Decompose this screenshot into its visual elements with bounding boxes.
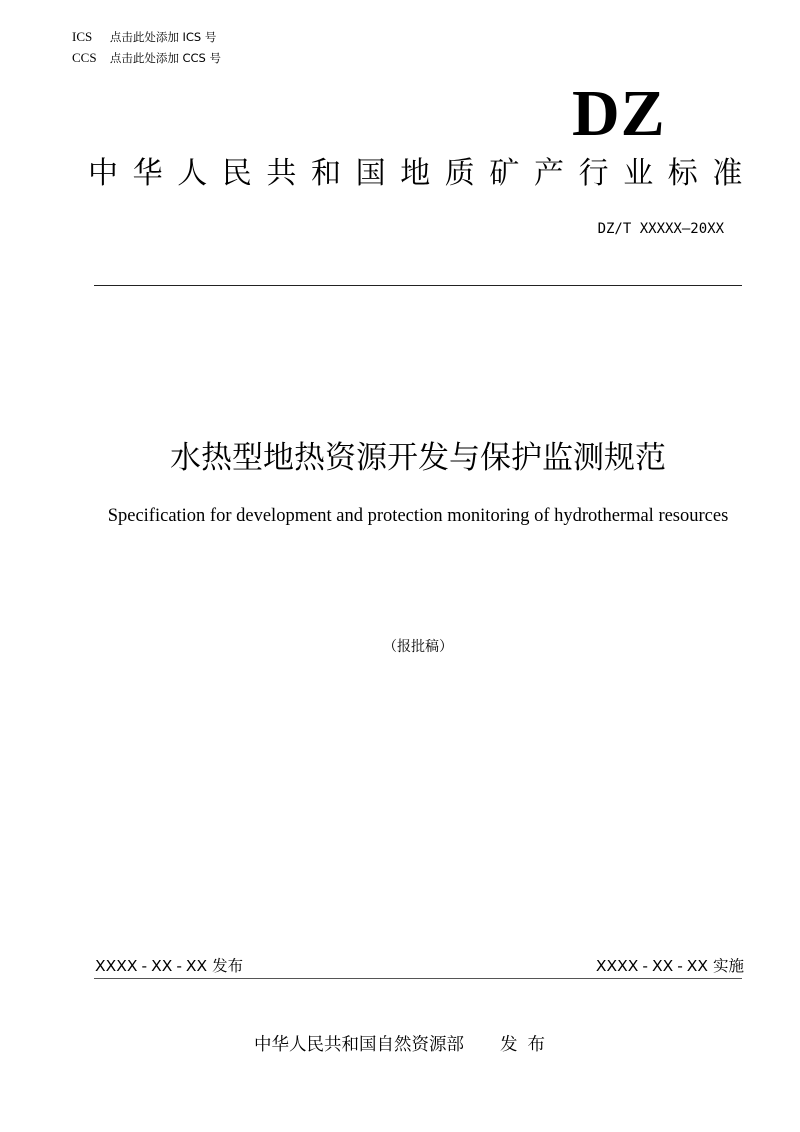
date-separator: -: [141, 957, 148, 975]
issuer-line: [254, 1033, 555, 1057]
ics-field[interactable]: [72, 30, 216, 44]
date-separator: -: [642, 957, 648, 975]
date-separator: -: [677, 957, 683, 975]
standard-number: DZ/T XXXXX—20XX: [597, 221, 724, 237]
draft-status-label: （报批稿）: [383, 639, 453, 655]
publish-label: 发布: [212, 957, 244, 975]
document-title-chinese: 水热型地热资源开发与保护监测规范: [170, 440, 666, 476]
ccs-label: CCS: [72, 50, 97, 65]
implement-label: 实施: [712, 957, 744, 975]
bottom-divider: [94, 978, 742, 979]
publish-month: XX: [151, 957, 173, 975]
publish-year: XXXX: [95, 957, 138, 975]
issuer-action: 发布: [500, 1035, 555, 1055]
publish-date: [95, 955, 243, 977]
dz-logo: DZ: [572, 77, 666, 150]
ics-placeholder[interactable]: 点击此处添加 ICS 号: [109, 30, 217, 44]
issuer-name: 中华人民共和国自然资源部: [254, 1035, 464, 1055]
ics-label: ICS: [72, 29, 93, 44]
standard-category-title: 中华人民共和国地质矿产行业标准: [88, 156, 757, 191]
date-separator: -: [176, 957, 182, 975]
implement-day: XX: [686, 957, 709, 975]
publish-day: XX: [185, 957, 208, 975]
ccs-placeholder[interactable]: 点击此处添加 CCS 号: [109, 51, 221, 65]
ccs-field[interactable]: [72, 51, 221, 65]
implement-year: XXXX: [595, 957, 639, 975]
document-title-english: Specification for development and protection monitoring of hydrothermal resources: [107, 506, 729, 526]
implement-date: [596, 955, 744, 977]
implement-month: XX: [651, 957, 674, 975]
top-divider: [94, 285, 742, 286]
